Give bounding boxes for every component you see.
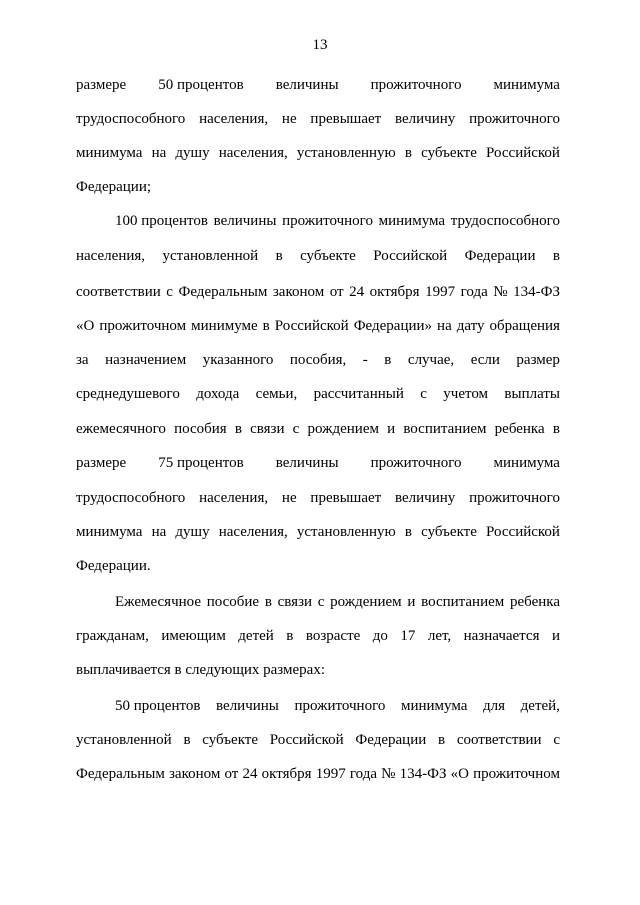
word: минимума — [493, 455, 560, 471]
word: случае, — [407, 352, 455, 368]
word: рождением — [307, 421, 379, 437]
word: от — [224, 766, 239, 782]
text-line — [76, 764, 560, 784]
word: установленную — [296, 145, 396, 161]
word: душу — [175, 524, 210, 540]
word: с — [292, 421, 300, 437]
word: величины — [213, 213, 277, 229]
word: от — [329, 284, 344, 300]
text-line — [76, 350, 560, 370]
word: величины — [275, 77, 339, 93]
word: имеющим — [161, 628, 226, 644]
text-line — [76, 730, 560, 750]
word: законом — [168, 766, 221, 782]
word: воспитанием — [421, 594, 505, 610]
word: населения, — [199, 490, 269, 506]
word: установленной — [76, 732, 172, 748]
word: Федерации» — [353, 318, 433, 334]
word: лет, — [427, 628, 452, 644]
word: «О — [450, 766, 469, 782]
word: размер — [516, 352, 560, 368]
word: законом — [272, 284, 325, 300]
word: рождением — [330, 594, 402, 610]
word: Российской — [274, 318, 349, 334]
word: - — [362, 352, 368, 368]
word: на — [437, 318, 452, 334]
word: в — [404, 524, 412, 540]
word: с — [317, 594, 325, 610]
word: года — [349, 766, 377, 782]
word: выплаты — [504, 386, 560, 402]
text-line — [115, 211, 560, 231]
word: с — [553, 732, 560, 748]
word: Российской — [269, 732, 344, 748]
text-line — [76, 109, 560, 129]
word: превышает — [310, 111, 382, 127]
word: соответствии — [456, 732, 542, 748]
word: рассчитанный — [313, 386, 404, 402]
word: на — [151, 524, 167, 540]
word: 134-ФЗ — [399, 766, 447, 782]
word: среднедушевого — [76, 386, 180, 402]
word: 1997 — [425, 284, 456, 300]
word: минимума — [76, 145, 143, 161]
word: 1997 — [315, 766, 346, 782]
word: прожиточного — [370, 455, 462, 471]
word: дохода — [196, 386, 240, 402]
text-line — [76, 488, 560, 508]
word: воспитанием — [403, 421, 487, 437]
word: прожиточного — [282, 213, 373, 229]
word: назначением — [105, 352, 187, 368]
word: размере — [76, 77, 127, 93]
word: минимума — [76, 524, 143, 540]
word: семьи, — [255, 386, 298, 402]
word: пособие — [206, 594, 260, 610]
word: на — [151, 145, 167, 161]
word: гражданам, — [76, 628, 149, 644]
word: и — [407, 594, 416, 610]
text-line: Федерации. — [76, 558, 151, 574]
text-line — [76, 75, 560, 95]
word: 134-ФЗ — [513, 284, 560, 300]
word: Российской — [486, 145, 560, 161]
word: минимума — [400, 698, 468, 714]
word: № — [493, 284, 508, 300]
word: 75 процентов — [158, 455, 244, 471]
word: пособия, — [289, 352, 347, 368]
word: в — [275, 248, 283, 264]
text-line — [76, 282, 560, 302]
word: трудоспособного — [76, 111, 186, 127]
word: минимума — [493, 77, 560, 93]
word: Федеральным — [178, 284, 268, 300]
text-line — [76, 316, 560, 336]
word: душу — [175, 145, 210, 161]
word: обращения — [489, 318, 560, 334]
text-line — [76, 419, 560, 439]
word: превышает — [310, 490, 382, 506]
word: минимума — [378, 213, 446, 229]
word: «О — [76, 318, 95, 334]
word: прожиточного — [469, 490, 560, 506]
word: в — [183, 732, 191, 748]
word: трудоспособного — [76, 490, 186, 506]
text-line: Федерации; — [76, 179, 152, 195]
word: 17 — [400, 628, 416, 644]
word: и — [387, 421, 396, 437]
text-line — [76, 626, 560, 646]
text-line — [76, 143, 560, 163]
word: Федерации — [464, 248, 536, 264]
word: связи — [277, 594, 313, 610]
word: в — [404, 145, 412, 161]
word: детей, — [520, 698, 560, 714]
word: населения, — [76, 248, 146, 264]
word: величину — [395, 490, 456, 506]
word: для — [483, 698, 506, 714]
word: Российской — [373, 248, 448, 264]
text-line — [76, 384, 560, 404]
word: в — [286, 628, 294, 644]
word: пособия — [174, 421, 227, 437]
word: если — [470, 352, 500, 368]
word: установленной — [162, 248, 259, 264]
text-line — [76, 246, 560, 266]
word: субъекте — [421, 145, 477, 161]
word: детей — [238, 628, 274, 644]
word: прожиточном — [473, 766, 560, 782]
word: в — [552, 421, 560, 437]
word: связи — [250, 421, 285, 437]
word: в — [384, 352, 392, 368]
word: назначается — [463, 628, 540, 644]
word: субъекте — [421, 524, 477, 540]
word: возрасте — [305, 628, 361, 644]
word: указанного — [202, 352, 274, 368]
word: и — [551, 628, 560, 644]
word: в — [264, 594, 272, 610]
word: 50 процентов — [115, 698, 201, 714]
word: величины — [216, 698, 279, 714]
word: не — [281, 111, 297, 127]
text-line: выплачивается в следующих размерах: — [76, 662, 325, 678]
word: субъекте — [202, 732, 259, 748]
word: с — [420, 386, 427, 402]
word: дату — [456, 318, 485, 334]
word: учетом — [443, 386, 489, 402]
word: за — [76, 352, 89, 368]
word: величину — [395, 111, 456, 127]
word: 24 — [242, 766, 258, 782]
word: населения, — [218, 145, 288, 161]
word: 24 — [349, 284, 365, 300]
word: прожиточного — [294, 698, 386, 714]
word: с — [166, 284, 173, 300]
word: октября — [261, 766, 312, 782]
word: Ежемесячное — [115, 594, 201, 610]
word: прожиточного — [370, 77, 462, 93]
word: размере — [76, 455, 127, 471]
word: Российской — [486, 524, 560, 540]
word: в — [552, 248, 560, 264]
word: года — [460, 284, 488, 300]
text-line — [76, 522, 560, 542]
text-line — [76, 453, 560, 473]
word: 50 процентов — [158, 77, 244, 93]
word: до — [372, 628, 388, 644]
word: ежемесячного — [76, 421, 166, 437]
word: октября — [369, 284, 420, 300]
word: трудоспособного — [450, 213, 560, 229]
word: установленную — [296, 524, 396, 540]
word: № — [381, 766, 396, 782]
word: не — [281, 490, 297, 506]
word: прожиточном — [99, 318, 187, 334]
word: ребенка — [509, 594, 560, 610]
word: населения, — [199, 111, 269, 127]
word: в — [234, 421, 242, 437]
word: населения, — [218, 524, 288, 540]
word: ребенка — [494, 421, 545, 437]
word: Федеральным — [76, 766, 165, 782]
page-number: 13 — [312, 37, 328, 53]
word: 100 процентов — [115, 213, 208, 229]
word: соответствии — [76, 284, 161, 300]
word: субъекте — [300, 248, 356, 264]
word: прожиточного — [469, 111, 560, 127]
word: величины — [275, 455, 339, 471]
word: в — [262, 318, 270, 334]
text-line — [115, 592, 560, 612]
word: минимуме — [191, 318, 258, 334]
word: в — [438, 732, 446, 748]
word: Федерации — [355, 732, 427, 748]
text-line — [115, 696, 560, 716]
